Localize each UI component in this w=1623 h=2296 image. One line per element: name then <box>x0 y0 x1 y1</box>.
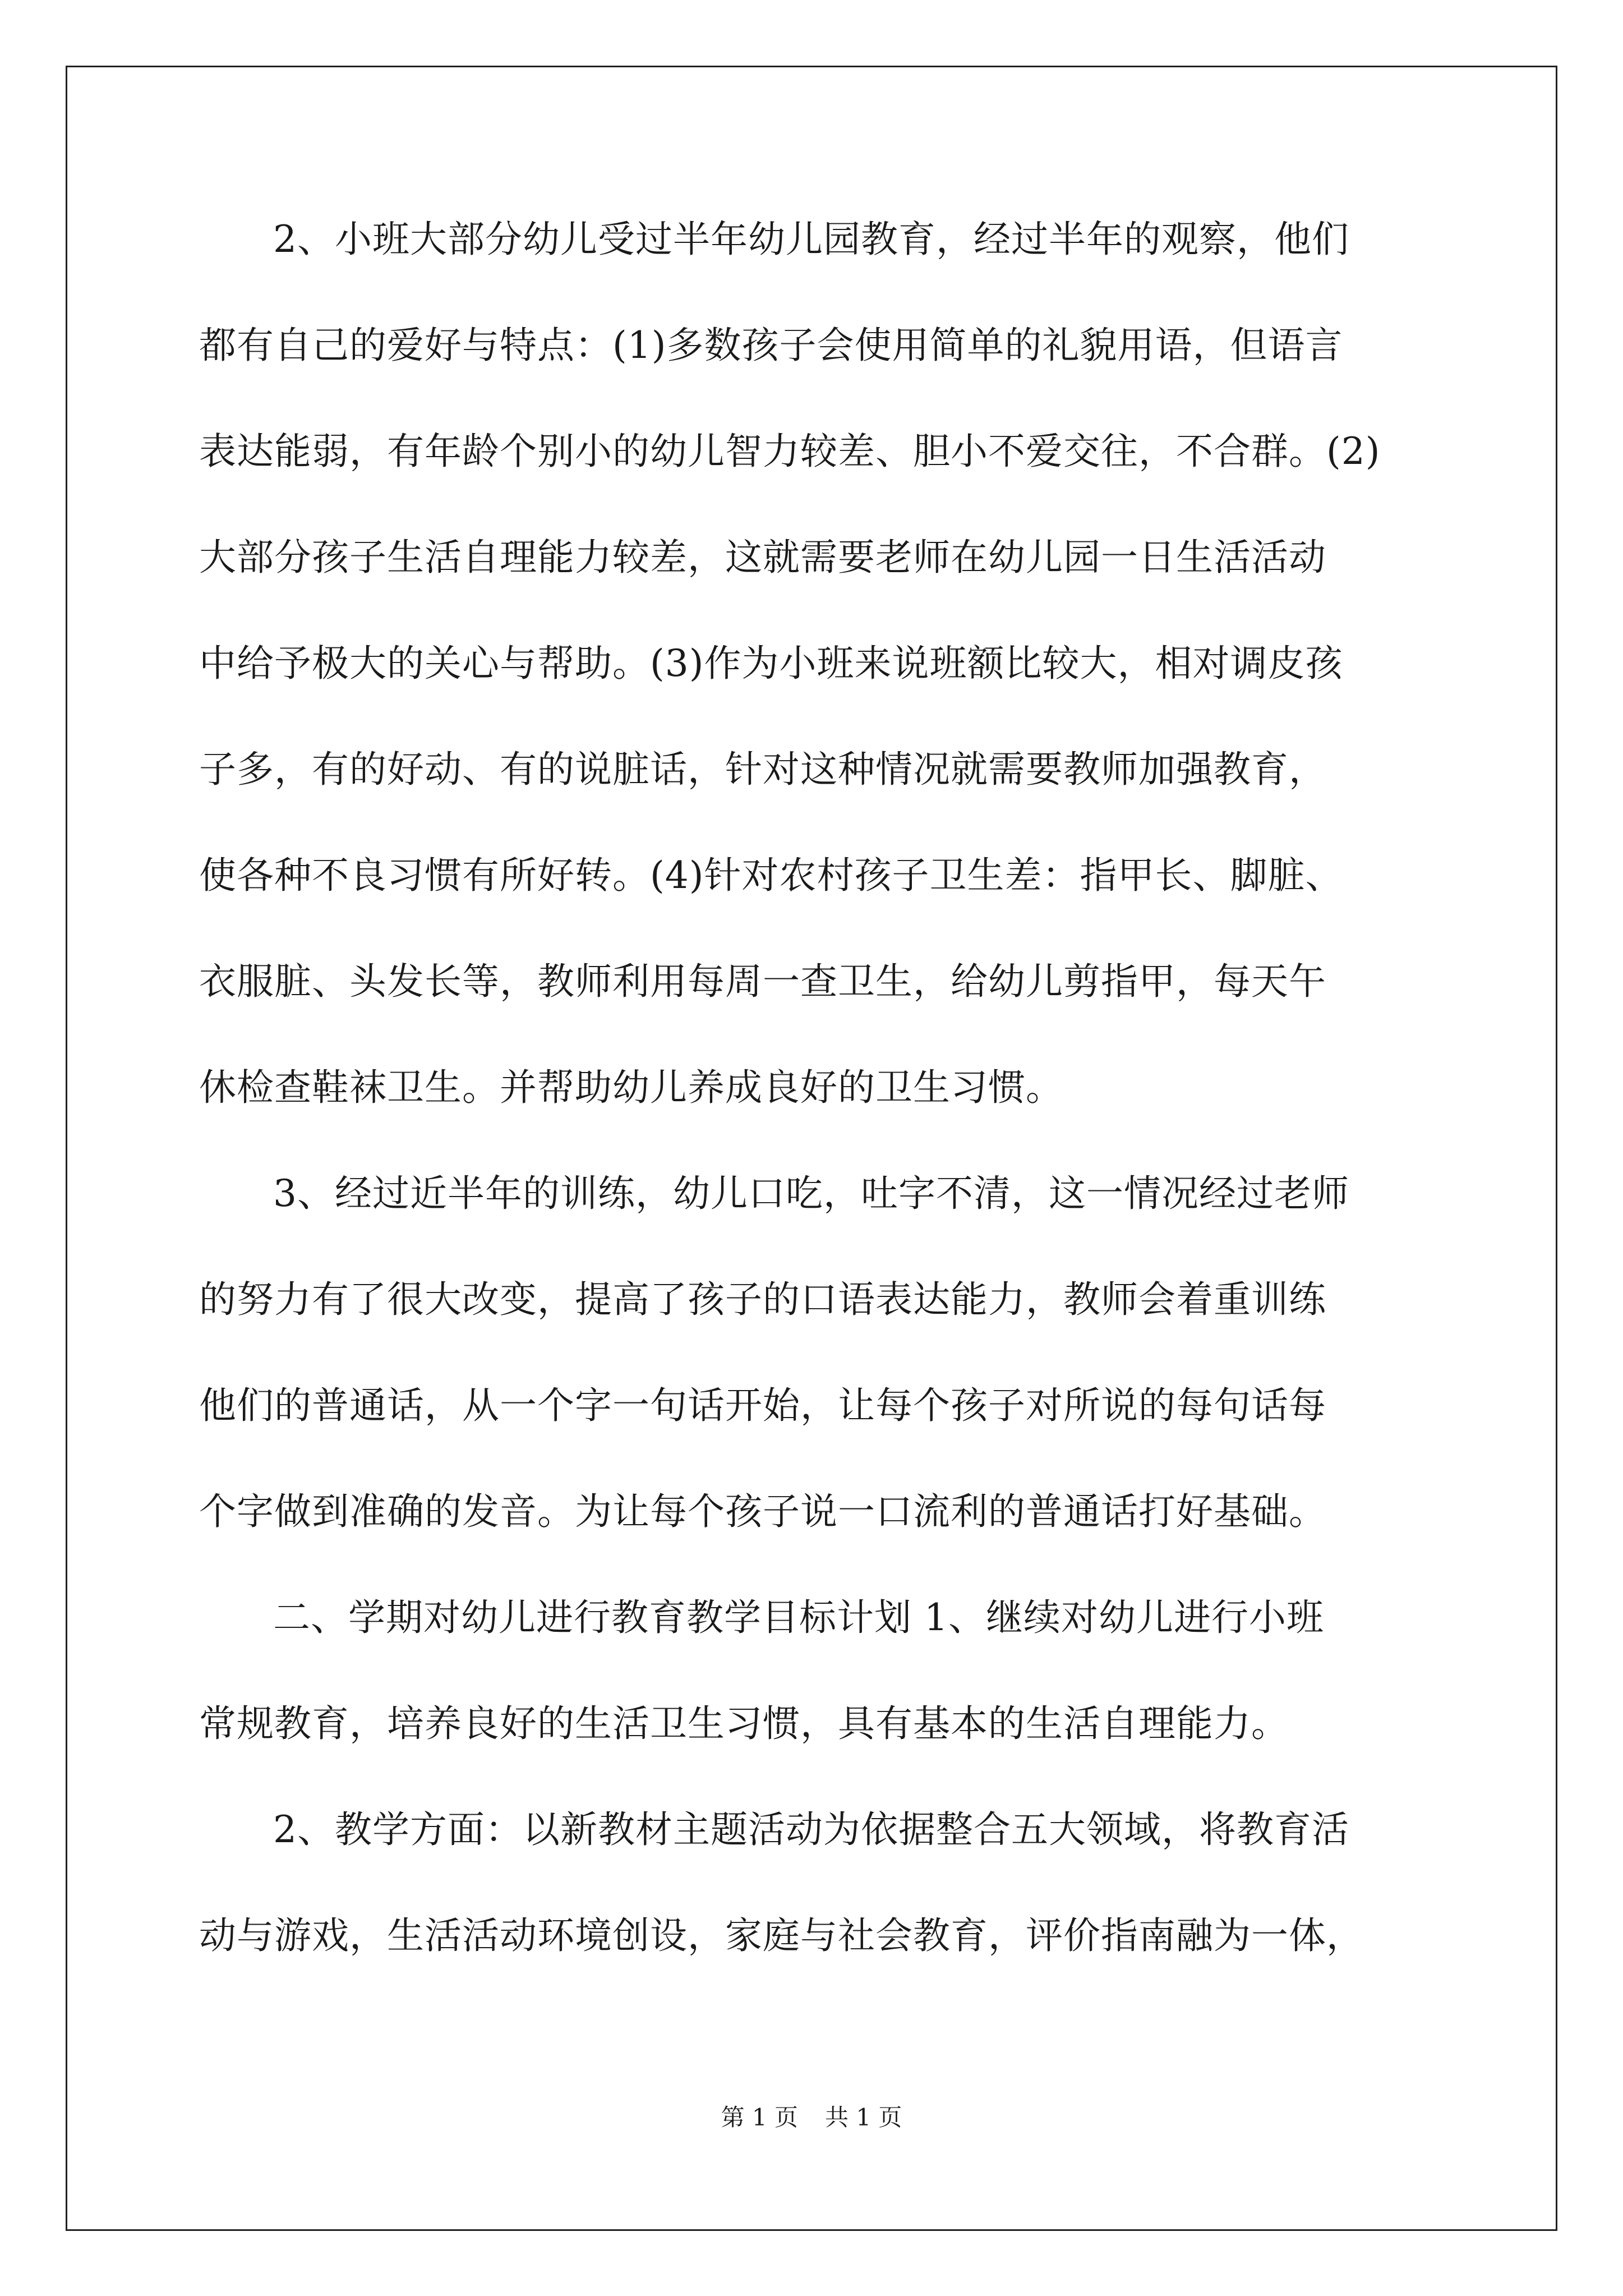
paragraph-line: 衣服脏、头发长等，教师利用每周一查卫生，给幼儿剪指甲，每天午 <box>199 960 1326 1003</box>
paragraph-line: 子多，有的好动、有的说脏话，针对这种情况就需要教师加强教育， <box>199 748 1326 791</box>
paragraph-line: 2、小班大部分幼儿受过半年幼儿园教育，经过半年的观察，他们 <box>273 218 1349 261</box>
page-total: 共 1 页 <box>825 2104 902 2131</box>
paragraph-line: 2、教学方面：以新教材主题活动为依据整合五大领域，将教育活 <box>273 1808 1349 1851</box>
paragraph-line: 都有自己的爱好与特点：(1)多数孩子会使用简单的礼貌用语，但语言 <box>199 324 1343 367</box>
page-number: 第 1 页 <box>721 2104 798 2131</box>
paragraph-line: 休检查鞋袜卫生。并帮助幼儿养成良好的卫生习惯。 <box>199 1066 1063 1109</box>
paragraph-line: 的努力有了很大改变，提高了孩子的口语表达能力，教师会着重训练 <box>199 1278 1326 1321</box>
paragraph-line: 他们的普通话，从一个字一句话开始，让每个孩子对所说的每句话每 <box>199 1384 1326 1427</box>
paragraph-line: 动与游戏，生活活动环境创设，家庭与社会教育，评价指南融为一体， <box>199 1914 1364 1957</box>
paragraph-line: 3、经过近半年的训练，幼儿口吃，吐字不清，这一情况经过老师 <box>273 1172 1349 1215</box>
paragraph-line: 常规教育，培养良好的生活卫生习惯，具有基本的生活自理能力。 <box>199 1702 1289 1745</box>
paragraph-line: 中给予极大的关心与帮助。(3)作为小班来说班额比较大，相对调皮孩 <box>199 642 1343 685</box>
paragraph-line: 个字做到准确的发音。为让每个孩子说一口流利的普通话打好基础。 <box>199 1490 1326 1533</box>
paragraph-line: 大部分孩子生活自理能力较差，这就需要老师在幼儿园一日生活活动 <box>199 536 1326 579</box>
paragraph-line: 表达能弱，有年龄个别小的幼儿智力较差、胆小不爱交往，不合群。(2) <box>199 430 1381 473</box>
document-body <box>199 209 1427 2011</box>
paragraph-line: 使各种不良习惯有所好转。(4)针对农村孩子卫生差：指甲长、脚脏、 <box>199 854 1343 897</box>
paragraph-line: 二、学期对幼儿进行教育教学目标计划 1、继续对幼儿进行小班 <box>273 1596 1324 1639</box>
page-footer <box>0 2101 1623 2134</box>
